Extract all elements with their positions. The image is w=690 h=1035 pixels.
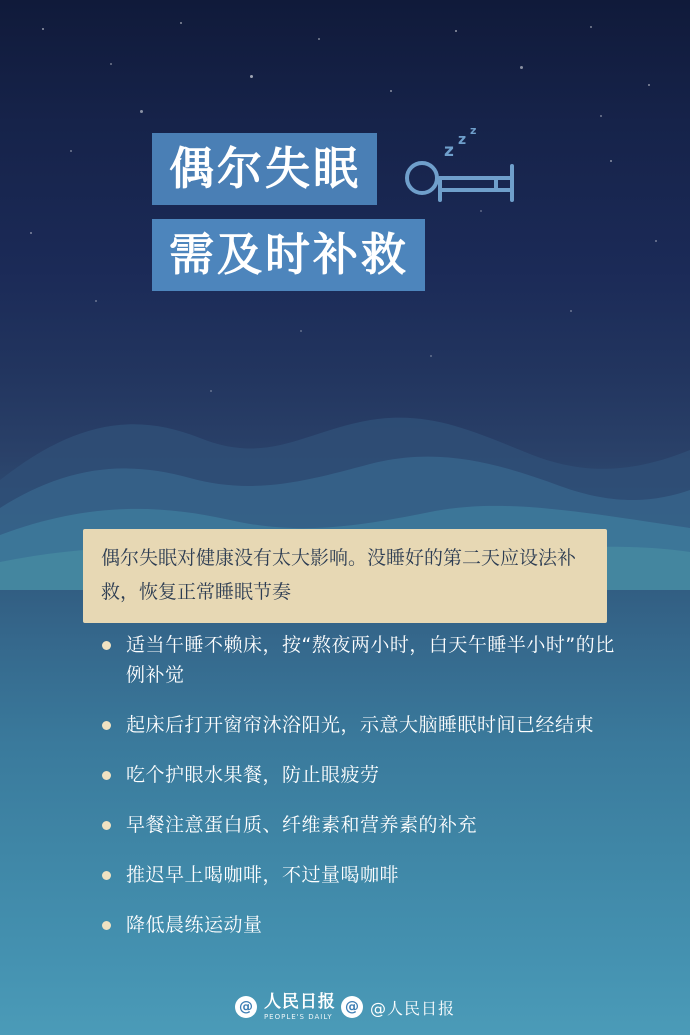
list-item xyxy=(98,910,618,940)
footer-branding xyxy=(0,988,690,1021)
bullet-dot-icon xyxy=(102,721,111,730)
title-line-2: 需及时补救 xyxy=(152,219,425,291)
bullet-dot-icon xyxy=(102,821,111,830)
bullet-dot-icon xyxy=(102,641,111,650)
bullet-dot-icon xyxy=(102,921,111,930)
list-item xyxy=(98,710,618,740)
list-item xyxy=(98,630,618,690)
list-item xyxy=(98,810,618,840)
brand-logo xyxy=(235,993,336,1021)
title-line-1: 偶尔失眠 xyxy=(152,133,377,205)
list-item-text: 推迟早上喝咖啡，不过量喝咖啡 xyxy=(126,864,400,886)
tips-list xyxy=(98,630,618,960)
list-item-text: 起床后打开窗帘沐浴阳光，示意大脑睡眠时间已经结束 xyxy=(126,714,595,736)
weibo-handle-row xyxy=(341,996,455,1019)
list-item-text: 吃个护眼水果餐，防止眼疲劳 xyxy=(126,764,380,786)
list-item-text: 早餐注意蛋白质、纤维素和营养素的补充 xyxy=(126,814,478,836)
weibo-icon: @ xyxy=(235,996,257,1018)
list-item xyxy=(98,860,618,890)
weibo-icon: @ xyxy=(341,996,363,1018)
svg-text:z: z xyxy=(470,124,477,137)
brand-name-cn: 人民日报 xyxy=(263,992,336,1013)
bullet-dot-icon xyxy=(102,771,111,780)
summary-callout: 偶尔失眠对健康没有太大影响。没睡好的第二天应设法补救，恢复正常睡眠节奏 xyxy=(83,529,607,623)
page-title xyxy=(152,133,572,291)
list-item-text: 适当午睡不赖床，按“熬夜两小时，白天午睡半小时”的比例补觉 xyxy=(126,634,615,686)
brand-name-en: PEOPLE'S DAILY xyxy=(263,1012,333,1021)
bullet-dot-icon xyxy=(102,871,111,880)
weibo-handle: @人民日报 xyxy=(370,998,456,1018)
svg-text:z: z xyxy=(444,141,454,161)
list-item-text: 降低晨练运动量 xyxy=(126,914,263,936)
list-item xyxy=(98,760,618,790)
svg-text:z: z xyxy=(458,132,467,148)
